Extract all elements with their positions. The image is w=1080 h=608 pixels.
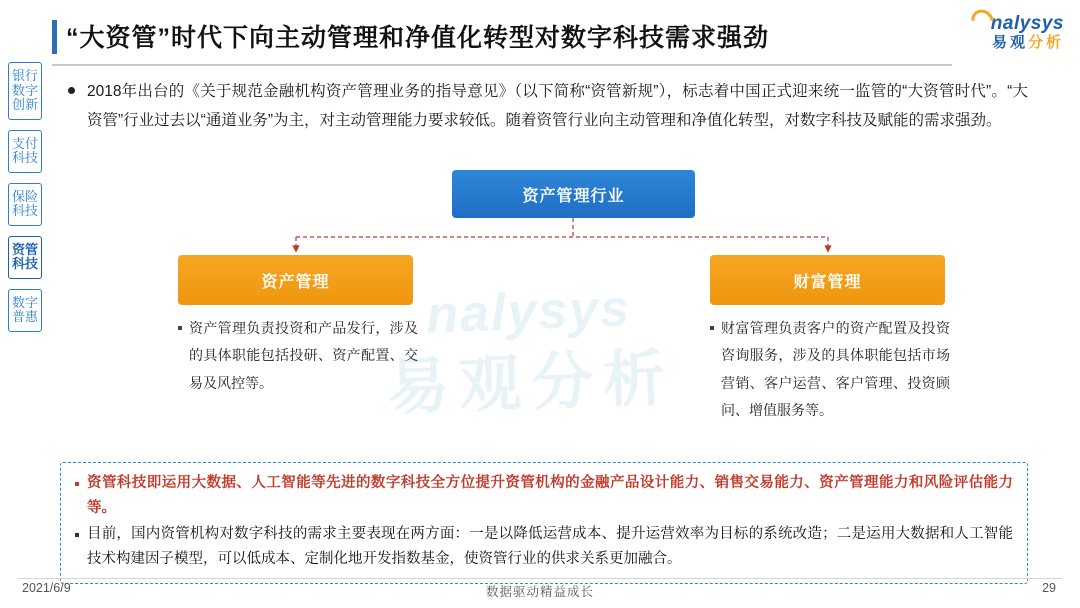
note-item-2-text: 目前，国内资管机构对数字科技的需求主要表现在两方面：一是以降低运营成本、提升运营效率为目标的系统改造；二是运用大数据和人工智能技术构建因子模型，可以低成本、定制化地开发指数基金，使资管行业的供求关系更加融合。 <box>87 525 1013 568</box>
brand-logo-cn-1: 易观 <box>991 33 1028 51</box>
square-bullet-icon <box>710 326 714 330</box>
brand-logo-cn-2: 分析 <box>1027 33 1064 51</box>
square-bullet-icon <box>178 326 182 330</box>
diagram-left-description <box>178 315 418 397</box>
note-item-2 <box>75 522 1013 573</box>
square-bullet-icon <box>75 533 79 537</box>
watermark-en: nalysys <box>425 279 632 345</box>
brand-logo-en-text: nalysys <box>990 13 1064 34</box>
diagram <box>0 165 1080 465</box>
title-bar <box>52 18 952 66</box>
page-title: “大资管”时代下向主动管理和净值化转型对数字科技需求强劲 <box>66 24 770 52</box>
diagram-right-box: 财富管理 <box>710 255 945 305</box>
diagram-right-description-text: 财富管理负责客户的资产配置及投资咨询服务，涉及的具体职能包括市场营销、客户运营、客户管理、投资顾问、增值服务等。 <box>721 320 950 418</box>
diagram-left-description-text: 资产管理负责投资和产品发行，涉及的具体职能包括投研、资产配置、交易及风控等。 <box>189 320 418 391</box>
footer-slogan: 数据驱动精益成长 <box>485 585 594 599</box>
footer-divider <box>18 578 1062 579</box>
diagram-right-description <box>710 315 950 424</box>
bullet-icon <box>68 87 75 94</box>
brand-logo-en <box>971 10 1064 35</box>
diagram-top-box: 资产管理行业 <box>452 170 695 218</box>
footer-page-number: 29 <box>1042 581 1056 595</box>
intro-text: 2018年出台的《关于规范金融机构资产管理业务的指导意见》（以下简称“资管新规”），标志着中国正式迎来统一监管的“大资管时代”。“大资管”行业过去以“通道业务”为主，对主动管理能力要求较低。随着资管行业向主动管理和净值化转型，对数字科技及赋能的需求强劲。 <box>87 83 1028 129</box>
note-box <box>60 462 1028 584</box>
brand-logo <box>971 10 1064 51</box>
footer-date: 2021/6/9 <box>22 581 71 595</box>
intro-paragraph <box>68 78 1028 135</box>
note-item-1 <box>75 471 1013 522</box>
diagram-left-box: 资产管理 <box>178 255 413 305</box>
watermark-cn: 易观分析 <box>385 343 677 423</box>
sidebar-item-insurance[interactable]: 保险科技 <box>8 183 42 226</box>
note-item-1-text: 资管科技即运用大数据、人工智能等先进的数字科技全方位提升资管机构的金融产品设计能力、销售交易能力、资产管理能力和风险评估能力等。 <box>87 475 1013 517</box>
sidebar-item-payment[interactable]: 支付科技 <box>8 130 42 173</box>
square-bullet-icon <box>75 482 79 486</box>
brand-logo-cn <box>971 35 1064 52</box>
sidebar-item-inclusive-finance[interactable]: 数字普惠 <box>8 289 42 332</box>
sidebar-item-banking[interactable]: 银行数字创新 <box>8 62 42 120</box>
sidebar-item-asset-management[interactable]: 资管科技 <box>8 236 42 279</box>
